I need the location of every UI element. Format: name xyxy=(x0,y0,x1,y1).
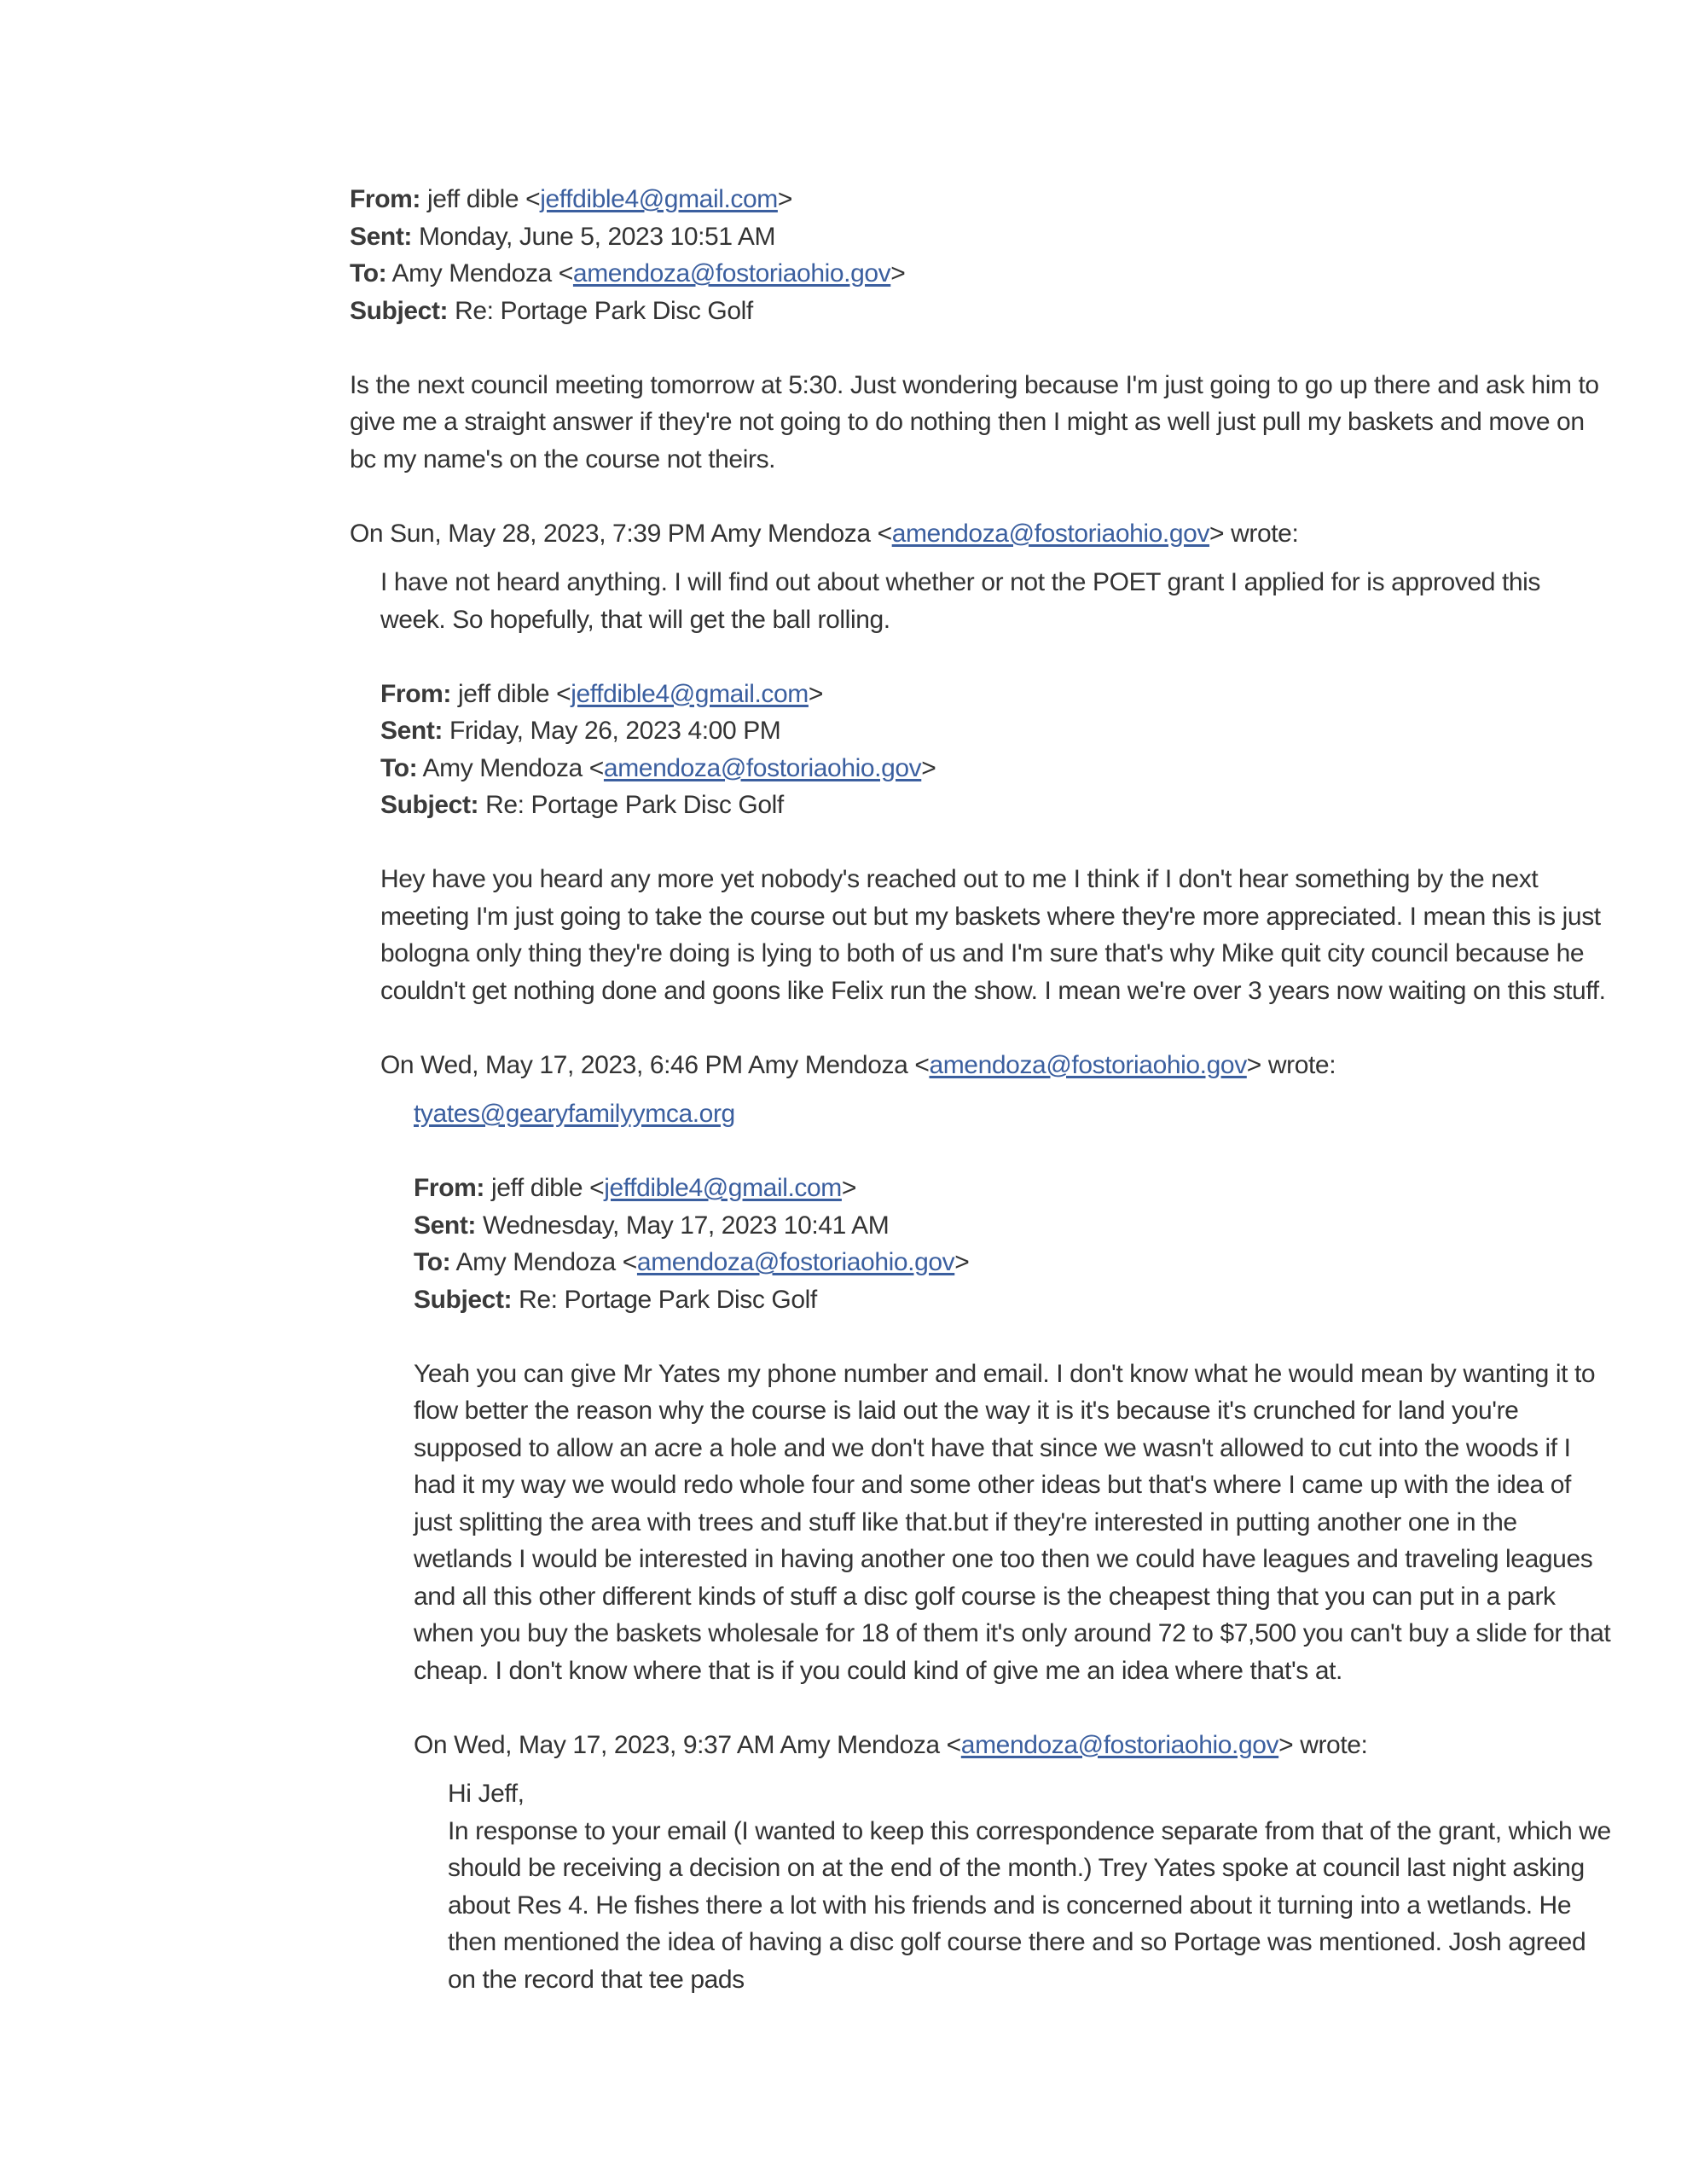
to-email-link[interactable]: amendoza@fostoriaohio.gov xyxy=(636,1248,955,1276)
angle-close: > xyxy=(921,753,936,782)
subject-text: Re: Portage Park Disc Golf xyxy=(512,1285,817,1314)
wrote-label: wrote: xyxy=(1293,1730,1368,1759)
to-email-link[interactable]: amendoza@fostoriaohio.gov xyxy=(572,259,891,288)
tyates-email-link[interactable]: tyates@gearyfamilyymca.org xyxy=(414,1100,735,1128)
sent-label: Sent: xyxy=(350,222,413,251)
subject-label: Subject: xyxy=(350,296,449,325)
quote-attribution xyxy=(350,515,1612,553)
to-line xyxy=(350,255,1612,293)
to-label: To: xyxy=(414,1248,451,1276)
sent-line xyxy=(380,712,1612,750)
sent-date: Monday, June 5, 2023 10:51 AM xyxy=(412,222,776,251)
email-header xyxy=(380,676,1612,824)
subject-line xyxy=(350,293,1612,330)
subject-label: Subject: xyxy=(380,791,479,819)
to-label: To: xyxy=(350,259,387,288)
subject-text: Re: Portage Park Disc Golf xyxy=(448,296,753,325)
to-email-link[interactable]: amendoza@fostoriaohio.gov xyxy=(603,753,922,782)
email-body: Hey have you heard any more yet nobody's reached out to me I think if I don't hear something by the next meeting I'm just going to take the course out but my baskets where they're more appreciated. I mean this is just bologna only thing they're doing is lying to both of us and I'm sure that's why Mike quit city council because he couldn't get nothing done and goons like Felix run the show. I mean we're over 3 years now waiting on this stuff. xyxy=(380,865,1606,1005)
quote-email-link[interactable]: amendoza@fostoriaohio.gov xyxy=(960,1730,1279,1759)
greeting: Hi Jeff, xyxy=(448,1780,525,1808)
angle-open: < xyxy=(558,259,573,288)
angle-close: > xyxy=(890,259,906,288)
quoted-block-level-3 xyxy=(448,1763,1612,1998)
from-email-link[interactable]: jeffdible4@gmail.com xyxy=(540,185,778,213)
sent-label: Sent: xyxy=(414,1211,477,1240)
subject-line xyxy=(380,787,1612,824)
angle-close: > xyxy=(841,1174,857,1202)
email-header xyxy=(414,1170,1612,1318)
angle-close: > xyxy=(1278,1730,1294,1759)
angle-close: > xyxy=(954,1248,970,1276)
from-label: From: xyxy=(350,185,420,213)
from-email-link[interactable]: jeffdible4@gmail.com xyxy=(604,1174,842,1202)
wrote-label: wrote: xyxy=(1224,519,1299,548)
quote-intro: On Sun, May 28, 2023, 7:39 PM Amy Mendoza xyxy=(350,519,878,548)
quoted-block-level-2 xyxy=(414,1083,1612,1998)
from-email-link[interactable]: jeffdible4@gmail.com xyxy=(571,679,809,708)
angle-open: < xyxy=(877,519,892,548)
quote-attribution xyxy=(380,1047,1612,1084)
sent-label: Sent: xyxy=(380,717,443,745)
quote-email-link[interactable]: amendoza@fostoriaohio.gov xyxy=(929,1050,1247,1079)
email-thread xyxy=(350,181,1612,1998)
from-line xyxy=(414,1170,1612,1207)
email-header xyxy=(350,181,1612,329)
from-name: jeff dible xyxy=(457,679,557,708)
from-label: From: xyxy=(414,1174,484,1202)
quote-intro: On Wed, May 17, 2023, 6:46 PM Amy Mendoza xyxy=(380,1050,915,1079)
subject-text: Re: Portage Park Disc Golf xyxy=(478,791,784,819)
sent-line xyxy=(414,1207,1612,1245)
from-line xyxy=(350,181,1612,218)
angle-close: > xyxy=(1246,1050,1261,1079)
sent-line xyxy=(350,218,1612,256)
to-line xyxy=(414,1244,1612,1281)
angle-open: < xyxy=(588,753,604,782)
angle-open: < xyxy=(622,1248,637,1276)
email-body: Is the next council meeting tomorrow at 5:30. Just wondering because I'm just going to go up there and ask him to give me a straight answer if they're not going to do nothing then I might as well just pull my baskets and move on bc my name's on the course not theirs. xyxy=(350,370,1599,473)
to-line xyxy=(380,750,1612,787)
angle-open: < xyxy=(525,185,541,213)
angle-close: > xyxy=(808,679,824,708)
email-body: I have not heard anything. I will find out about whether or not the POET grant I applied for is approved this week. So hopefully, that will get the ball rolling. xyxy=(380,568,1541,634)
angle-open: < xyxy=(589,1174,605,1202)
sent-date: Friday, May 26, 2023 4:00 PM xyxy=(443,717,781,745)
email-body: In response to your email (I wanted to keep this correspondence separate from that of the grant, which we should be receiving a decision on at the end of the month.) Trey Yates spoke at council last night asking about Res 4. He fishes there a lot with his friends and is concerned about it turning into a wetlands. He then mentioned the idea of having a disc golf course there and so Portage was mentioned. Josh agreed on the record that tee pads xyxy=(448,1816,1611,1994)
quote-intro: On Wed, May 17, 2023, 9:37 AM Amy Mendoza xyxy=(414,1730,947,1759)
quoted-block-level-1 xyxy=(380,552,1612,1998)
from-name: jeff dible xyxy=(426,185,526,213)
to-name: Amy Mendoza xyxy=(417,753,589,782)
wrote-label: wrote: xyxy=(1261,1050,1336,1079)
subject-label: Subject: xyxy=(414,1285,513,1314)
angle-open: < xyxy=(556,679,571,708)
quote-email-link[interactable]: amendoza@fostoriaohio.gov xyxy=(891,519,1210,548)
from-label: From: xyxy=(380,679,451,708)
angle-close: > xyxy=(1209,519,1225,548)
quote-attribution xyxy=(414,1727,1612,1764)
from-name: jeff dible xyxy=(490,1174,590,1202)
from-line xyxy=(380,676,1612,713)
to-name: Amy Mendoza xyxy=(450,1248,623,1276)
angle-open: < xyxy=(946,1730,961,1759)
angle-open: < xyxy=(914,1050,930,1079)
sent-date: Wednesday, May 17, 2023 10:41 AM xyxy=(476,1211,890,1240)
email-body: Yeah you can give Mr Yates my phone number and email. I don't know what he would mean by wanting it to flow better the reason why the course is laid out the way it is it's because it's crunched for land you're supposed to allow an acre a hole and we don't have that since we wasn't allowed to cut into the woods if I had it my way we would redo whole four and some other ideas but that's where I came up with the idea of just splitting the area with trees and stuff like that.but if they're interested in putting another one in the wetlands I would be interested in having another one too then we could have leagues and traveling leagues and all this other different kinds of stuff a disc golf course is the cheapest thing that you can put in a park when you buy the baskets wholesale for 18 of them it's only around 72 to $7,500 you can't buy a slide for that cheap. I don't know where that is if you could kind of give me an idea where that's at. xyxy=(414,1359,1611,1685)
to-name: Amy Mendoza xyxy=(386,259,559,288)
subject-line xyxy=(414,1281,1612,1319)
angle-close: > xyxy=(777,185,793,213)
to-label: To: xyxy=(380,753,418,782)
